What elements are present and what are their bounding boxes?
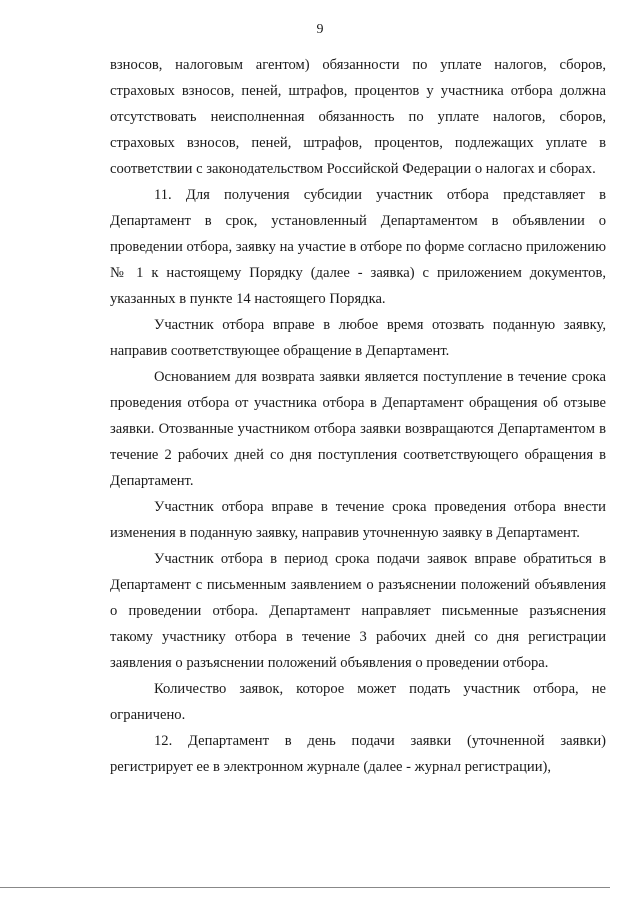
paragraph-withdraw-application: Участник отбора вправе в любое время отозвать поданную заявку, направив соответствующее обращение в Департамент.	[110, 317, 606, 359]
document-body	[110, 52, 606, 780]
paragraph-amend-application: Участник отбора вправе в течение срока проведения отбора внести изменения в поданную заявку, направив уточненную заявку в Департамент.	[110, 499, 606, 541]
paragraph-return-grounds: Основанием для возврата заявки является поступление в течение срока проведения отбора от участника отбора в Департамент обращения об отзыве заявки. Отозванные участником отбора заявки возвращаются Департаментом в течение 2 рабочих дней со дня поступления соответствующего обращения в Департамент.	[110, 369, 606, 489]
paragraph-11-application: 11. Для получения субсидии участник отбора представляет в Департамент в срок, установленный Департаментом в объявлении о проведении отбора, заявку на участие в отборе по форме согласно приложению № 1 к настоящему Порядку (далее - заявка) с приложением документов, указанных в пункте 14 настоящего Порядка.	[110, 187, 606, 307]
paragraph-taxes-continuation: взносов, налоговым агентом) обязанности по уплате налогов, сборов, страховых взносов, пеней, штрафов, процентов у участника отбора должна отсутствовать неисполненная обязанность по уплате налогов, сборов, страховых взносов, пеней, штрафов, процентов, подлежащих уплате в соответствии с законодательством Российской Федерации о налогах и сборах.	[110, 57, 606, 177]
paragraph-clarification-request: Участник отбора в период срока подачи заявок вправе обратиться в Департамент с письменным заявлением о разъяснении положений объявления о проведении отбора. Департамент направляет письменные разъяснения такому участнику отбора в течение 3 рабочих дней со дня регистрации заявления о разъяснении положений объявления о проведении отбора.	[110, 551, 606, 671]
paragraph-application-count: Количество заявок, которое может подать участник отбора, не ограничено.	[110, 681, 606, 723]
page-bottom-rule	[0, 887, 610, 888]
paragraph-12-registration: 12. Департамент в день подачи заявки (уточненной заявки) регистрирует ее в электронном журнале (далее - журнал регистрации),	[110, 733, 606, 775]
page-number: 9	[316, 22, 324, 37]
